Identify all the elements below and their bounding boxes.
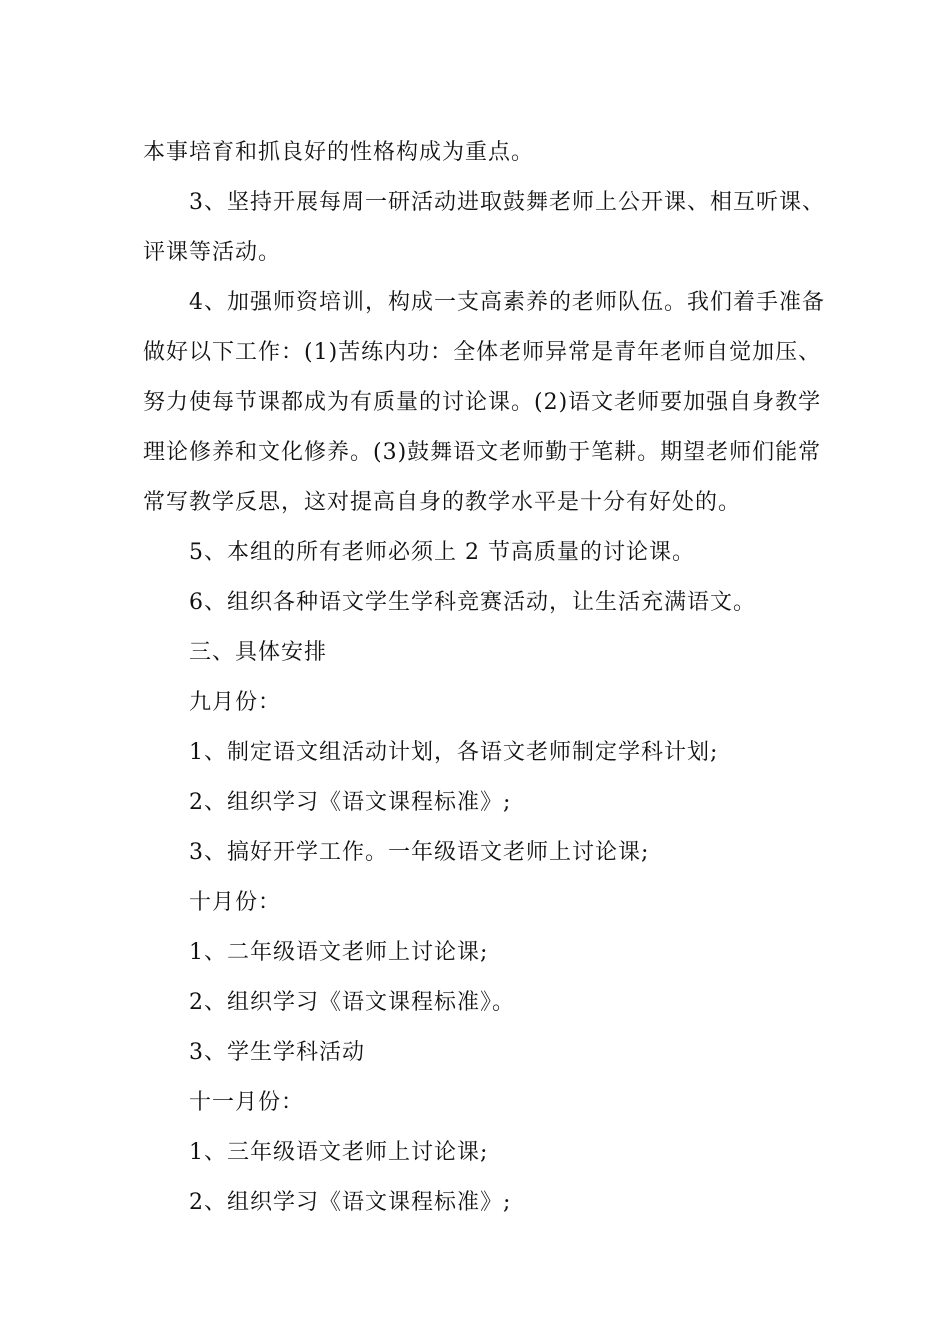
text-line: 做好以下工作：(1)苦练内功：全体老师异常是青年老师自觉加压、: [143, 340, 822, 365]
month-heading: 九月份：: [189, 690, 282, 715]
list-item: 2、组织学习《语文课程标准》;: [189, 790, 512, 815]
month-heading: 十月份：: [189, 890, 282, 915]
list-item: 1、三年级语文老师上讨论课;: [189, 1140, 489, 1165]
text-line: 5、本组的所有老师必须上 2 节高质量的讨论课。: [189, 540, 695, 565]
text-line: 努力使每节课都成为有质量的讨论课。(2)语文老师要加强自身教学: [143, 390, 822, 415]
list-item: 3、学生学科活动: [189, 1040, 365, 1065]
month-heading: 十一月份：: [189, 1090, 305, 1115]
text-line: 4、加强师资培训，构成一支高素养的老师队伍。我们着手准备: [189, 290, 825, 315]
text-line: 常写教学反思，这对提高自身的教学水平是十分有好处的。: [143, 490, 742, 515]
text-line: 本事培育和抓良好的性格构成为重点。: [143, 140, 535, 165]
list-item: 3、搞好开学工作。一年级语文老师上讨论课;: [189, 840, 650, 865]
list-item: 2、组织学习《语文课程标准》;: [189, 1190, 512, 1215]
section-heading: 三、具体安排: [189, 640, 328, 665]
text-line: 理论修养和文化修养。(3)鼓舞语文老师勤于笔耕。期望老师们能常: [143, 440, 822, 465]
text-line: 评课等活动。: [143, 240, 282, 265]
document-body: [143, 128, 825, 1228]
list-item: 2、组织学习《语文课程标准》。: [189, 990, 515, 1015]
text-line: 6、组织各种语文学生学科竞赛活动，让生活充满语文。: [189, 590, 756, 615]
text-line: 3、坚持开展每周一研活动进取鼓舞老师上公开课、相互听课、: [189, 190, 825, 215]
list-item: 1、二年级语文老师上讨论课;: [189, 940, 489, 965]
list-item: 1、制定语文组活动计划，各语文老师制定学科计划;: [189, 740, 719, 765]
